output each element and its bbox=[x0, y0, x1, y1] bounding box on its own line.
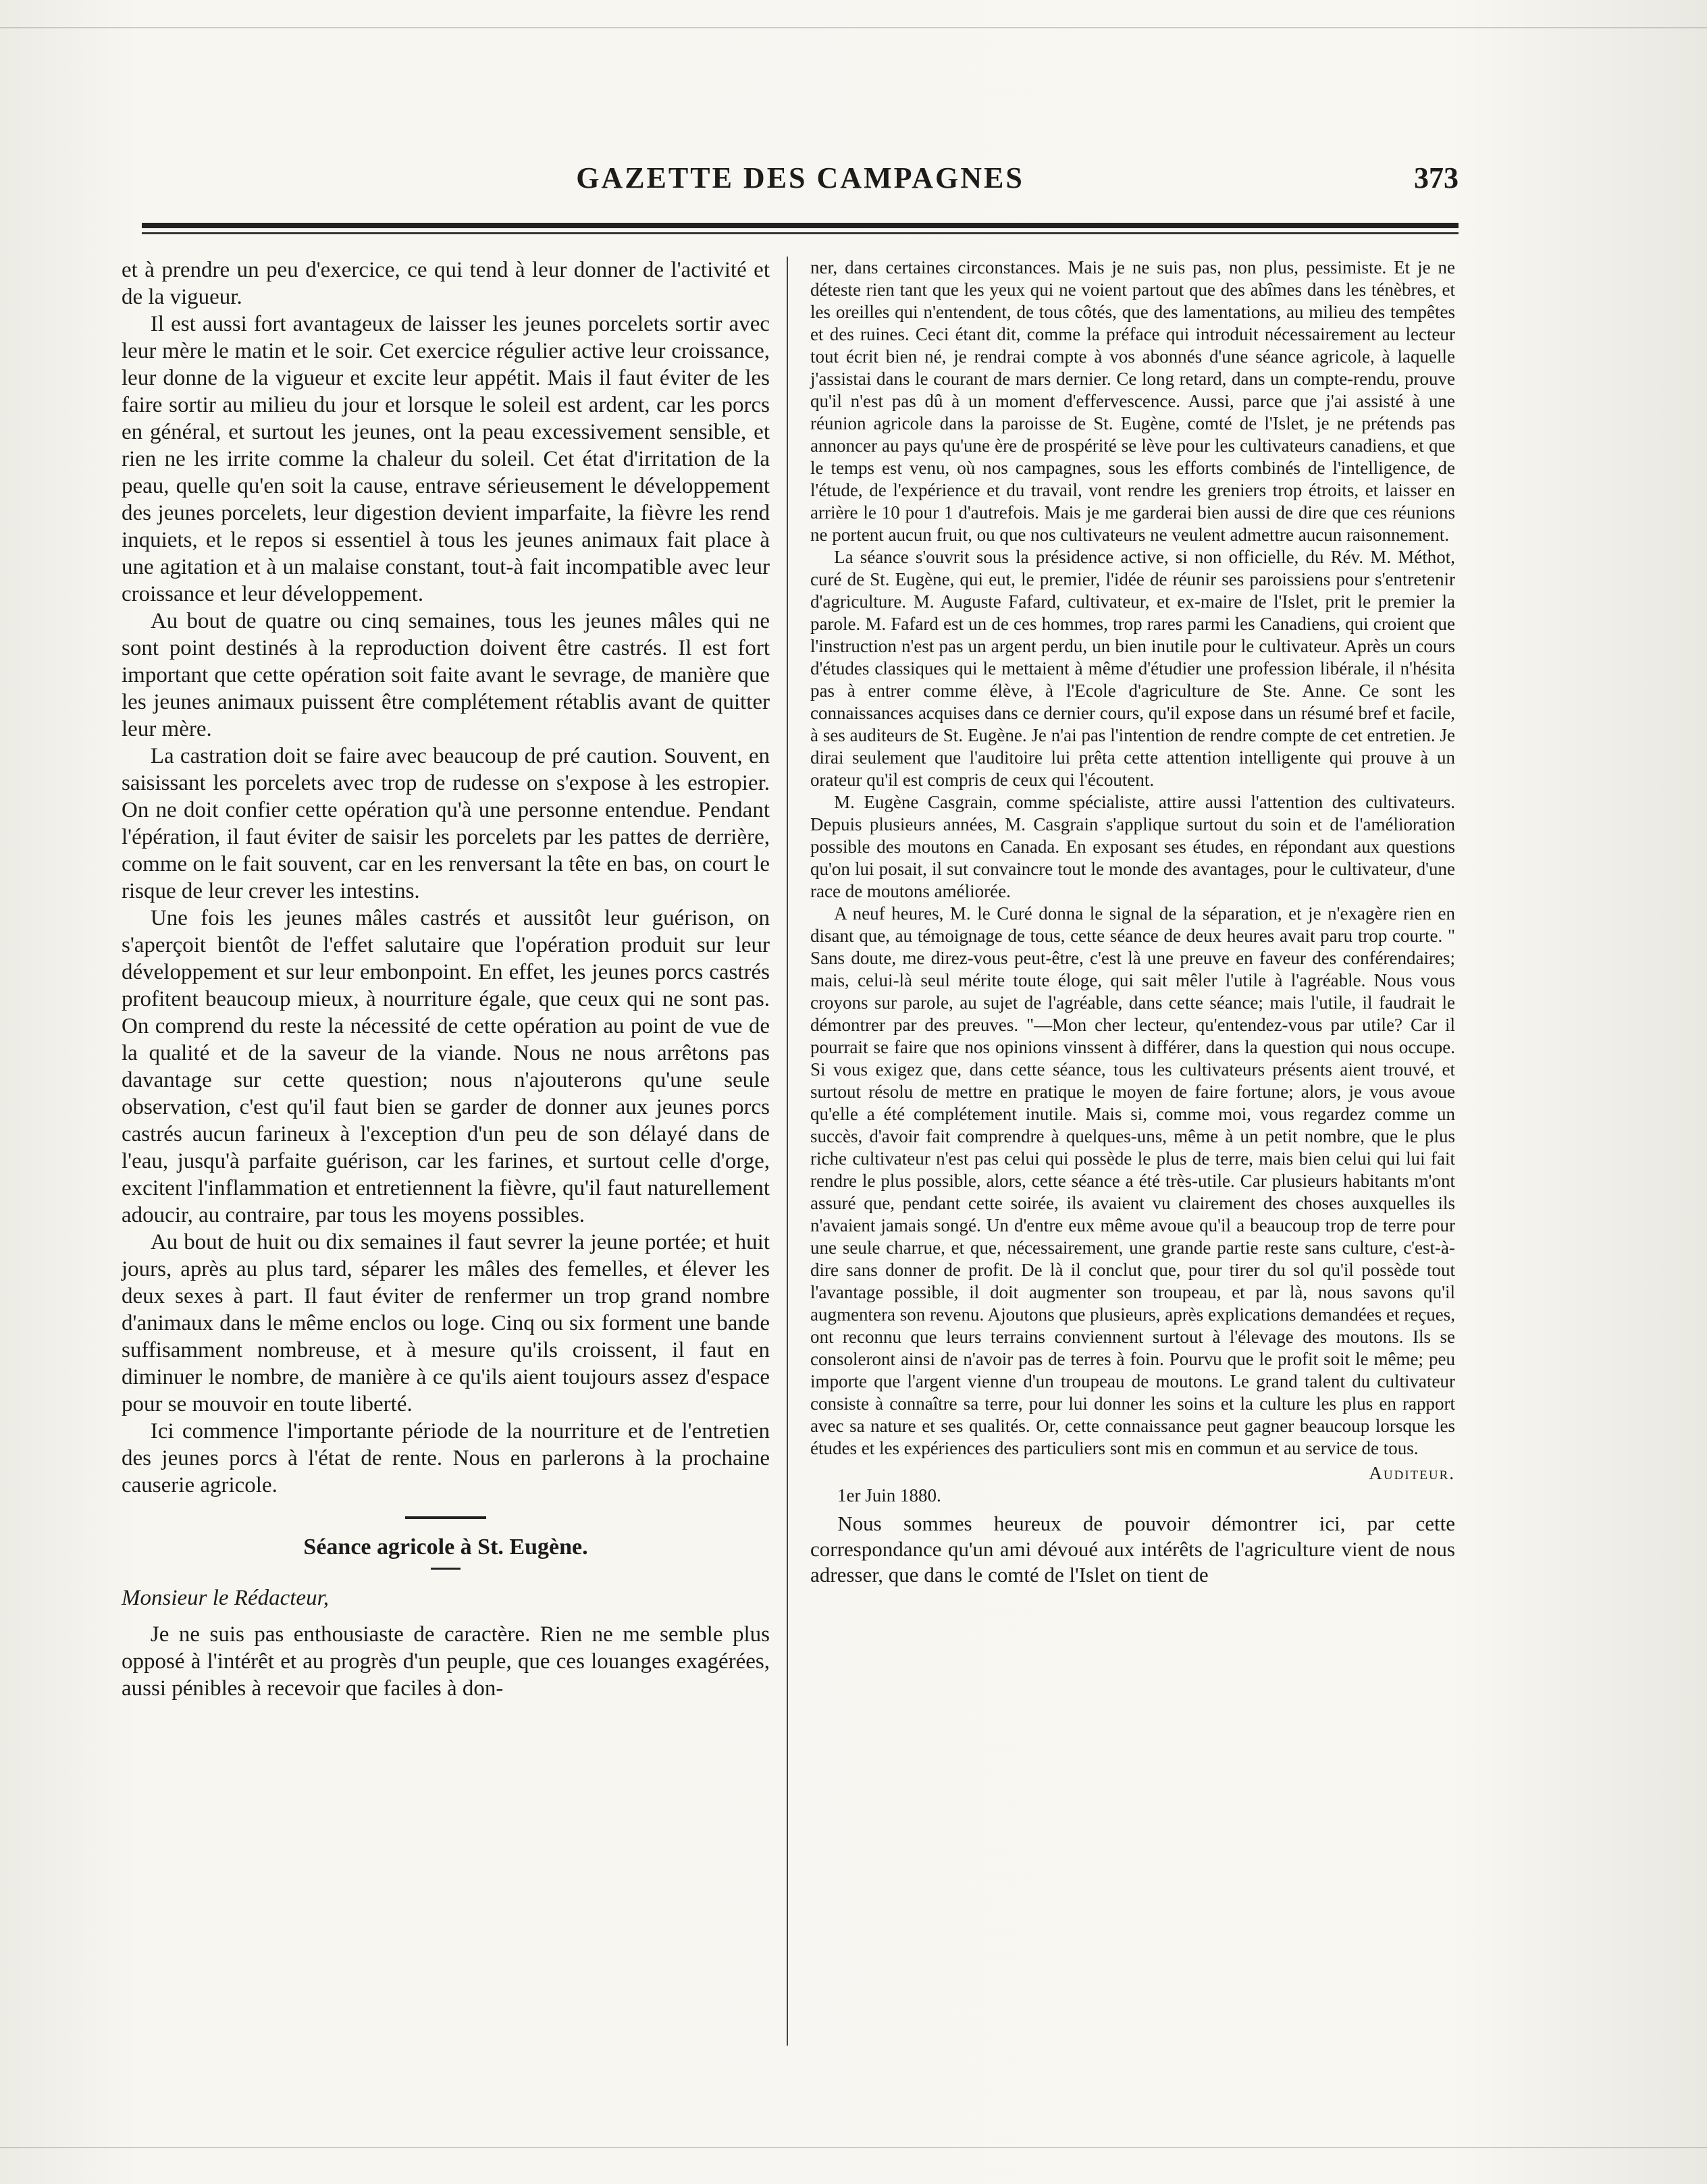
letter-date: 1er Juin 1880. bbox=[837, 1485, 941, 1506]
section-separator bbox=[405, 1516, 486, 1519]
article-paragraph: et à prendre un peu d'exercice, ce qui tend à leur donner de l'activité et de la vigueur. bbox=[122, 258, 770, 309]
article-paragraph: Ici commence l'importante période de la nourriture et de l'entretien des jeunes porcs à l'état de rente. Nous en parlerons à la prochaine causerie agricole. bbox=[122, 1419, 770, 1497]
column-divider bbox=[787, 257, 788, 2046]
letter-opening: Je ne suis pas enthousiaste de caractère. Rien ne me semble plus opposé à l'intérêt et au progrès d'un peuple, que ces louanges exagérées, aussi pénibles à recevoir que faciles à don- bbox=[122, 1622, 770, 1701]
right-column bbox=[810, 257, 1455, 1588]
scan-artifact-line bbox=[0, 27, 1707, 28]
article-paragraph: Au bout de huit ou dix semaines il faut sevrer la jeune portée; et huit jours, après au plus tard, séparer les mâles des femelles, et élever les deux sexes à part. Il faut éviter de renfermer un trop grand nombre d'animaux dans le même enclos ou loge. Cinq ou six forment une bande suffisamment nombreuse, et à mesure qu'ils croissent, il faut en diminuer le nombre, de manière à ce qu'ils aient toujours assez d'espace pour se mouvoir en toute liberté. bbox=[122, 1230, 770, 1416]
article-paragraph: La séance s'ouvrit sous la présidence active, si non officielle, du Rév. M. Méthot, curé de St. Eugène, qui eut, le premier, l'idée de réunir ses paroissiens pour s'entretenir d'agriculture. M. Auguste Fafard, cultivateur, et ex-maire de l'Islet, prit le premier la parole. M. Fafard est un de ces hommes, trop rares parmi les Canadiens, qui croient que l'instruction n'est pas un argent perdu, un bien inutile pour le cultivateur. Après un cours d'études classiques qui le mettaient à même d'étudier une profession libérale, il n'hésita pas à entrer comme élève, à l'Ecole d'agriculture de Ste. Anne. Ce sont les connaissances acquises dans ce dernier cours, qu'il expose dans un résumé bref et facile, à ses auditeurs de St. Eugène. Je n'ai pas l'intention de rendre compte de cet entretien. Je dirai seulement que l'auditoire lui prêta cette attention intelligente qui prouve à un orateur qu'il est compris de ceux qui l'écoutent. bbox=[810, 547, 1455, 790]
page-header bbox=[142, 161, 1459, 201]
header-rule-thin bbox=[142, 232, 1459, 234]
article-paragraph: Au bout de quatre ou cinq semaines, tous les jeunes mâles qui ne sont point destinés à la reproduction doivent être castrés. Il est fort important que cette opération soit faite avant le sevrage, de manière que les jeunes animaux puissent être complétement rétablis avant de quitter leur mère. bbox=[122, 609, 770, 741]
section-title: Séance agricole à St. Eugène. bbox=[303, 1535, 588, 1560]
article-paragraph: Il est aussi fort avantageux de laisser les jeunes porcelets sortir avec leur mère le matin et le soir. Cet exercice régulier active leur croissance, leur donne de la vigueur et excite leur appétit. Mais il faut éviter de les faire sortir au milieu du jour et lorsque le soleil est ardent, car les porcs en général, et surtout les jeunes, ont la peau excessivement sensible, et rien ne les irrite comme la chaleur du soleil. Cet état d'irritation de la peau, quelle qu'en soit la cause, entrave sérieusement le développement des jeunes porcelets, leur digestion devient imparfaite, la fièvre les rend inquiets, et le repos si essentiel à tous les jeunes animaux fait place à une agitation et à un malaise constant, tout-à fait incompatible avec leur croissance et leur développement. bbox=[122, 312, 770, 606]
title-underline bbox=[431, 1568, 461, 1570]
letter-signature: Auditeur. bbox=[1369, 1463, 1455, 1483]
article-paragraph: ner, dans certaines circonstances. Mais je ne suis pas, non plus, pessimiste. Et je ne déteste rien tant que les yeux qui ne voient partout que des abîmes dans les ténèbres, et les oreilles qui n'entendent, de tous côtés, que des lamentations, au milieu des tempêtes et des ruines. Ceci étant dit, comme la préface qui introduit nécessairement au lecteur tout écrit bien né, je rendrai compte à vos abonnés d'une séance agricole, à laquelle j'assistai dans le courant de mars dernier. Ce long retard, dans un compte-rendu, prouve qu'il n'est pas dû à un moment d'effervescence. Aussi, parce que j'ai assisté à une réunion agricole dans la paroisse de St. Eugène, comté de l'Islet, je ne prétends pas annoncer au pays qu'une ère de prospérité se lève pour les cultivateurs canadiens, et que le temps est venu, où nos campagnes, sous les efforts combinés de l'intelligence, de l'étude, de l'expérience et du travail, vont rendre les greniers trop étroits, et laisser en arrière le 10 pour 1 d'autrefois. Mais je me garderai bien aussi de dire que ces réunions ne portent aucun fruit, ou que nos cultivateurs ne veulent admettre aucun raisonnement. bbox=[810, 257, 1455, 545]
running-title: GAZETTE DES CAMPAGNES bbox=[576, 161, 1024, 194]
article-paragraph: Une fois les jeunes mâles castrés et aussitôt leur guérison, on s'aperçoit bientôt de l'effet salutaire que l'opération produit sur leur développement et sur leur embonpoint. En effet, les jeunes porcs castrés profitent beaucoup mieux, à nourriture égale, que ceux qui ne sont pas. On comprend du reste la nécessité de cette opération au point de vue de la qualité et de la saveur de la viande. Nous ne nous arrêtons pas davantage sur cette question; nous n'ajouterons qu'une seule observation, c'est qu'il faut bien se garder de donner aux jeunes porcs castrés aucun farineux à l'exception d'un peu de son délayé dans de l'eau, jusqu'à parfaite guérison, car les farines, et surtout celle d'orge, excitent l'inflammation et entretiennent la fièvre, qu'il faut naturellement adoucir, au contraire, par tous les moyens possibles. bbox=[122, 906, 770, 1227]
article-paragraph: M. Eugène Casgrain, comme spécialiste, attire aussi l'attention des cultivateurs. Depuis plusieurs années, M. Casgrain s'applique surtout du soin et de l'amélioration possible des moutons en Canada. En exposant ses études, en répondant aux questions qu'on lui posait, il sut convaincre tout le monde des avantages, pour le cultivateur, d'une race de moutons améliorée. bbox=[810, 792, 1455, 901]
editorial-paragraph: Nous sommes heureux de pouvoir démontrer ici, par cette correspondance qu'un ami dévoué aux intérêts de l'agriculture vient de nous adresser, que dans le comté de l'Islet on tient de bbox=[810, 1512, 1455, 1587]
scan-artifact-line bbox=[0, 2147, 1707, 2148]
article-paragraph: A neuf heures, M. le Curé donna le signal de la séparation, et je n'exagère rien en disant que, au témoignage de tous, cette séance de deux heures avait paru trop courte. " Sans doute, me direz-vous peut-être, c'est là une preuve en faveur des conférendaires; mais, celui-là seul mérite toute éloge, qui sait mêler l'utile à l'agréable. Nous vous croyons sur parole, au sujet de l'agréable, dans cette séance; mais l'utile, il faudrait le démontrer par des preuves. "—Mon cher lecteur, qu'entendez-vous par utile? Car il pourrait se faire que nos opinions vinssent à différer, dans la question qui nous occupe. Si vous exigez que, dans cette séance, tous les cultivateurs présents aient trouvé, et surtout résolu de mettre en pratique le moyen de faire fortune; alors, je vous avoue qu'elle a été complétement inutile. Mais si, comme moi, vous regardez comme un succès, d'avoir fait comprendre à quelques-uns, même à un petit nombre, que le plus riche cultivateur n'est pas celui qui possède le plus de terre, mais bien celui qui lui fait rendre le plus possible, alors, cette séance a été très-utile. Car plusieurs habitants m'ont assuré que, pendant cette soirée, ils avaient vu clairement des choses auxquelles ils n'avaient jamais songé. Un d'entre eux même avoue qu'il a beaucoup trop de terre pour une seule charrue, et que, nécessairement, une grande partie reste sans culture, c'est-à-dire sans donner de profit. De là il conclut que, pour tirer du sol qu'il possède tout l'avantage possible, il doit augmenter son troupeau, et par là, nous savons qu'il augmentera son revenu. Ajoutons que plusieurs, après explications demandées et reçues, ont reconnu que leurs terrains conviennent surtout à l'élevage des moutons. Ils se consoleront ainsi de n'avoir pas de terres à foin. Pourvu que le profit soit le même; peu importe que l'argent vienne d'un troupeau de moutons. Le grand talent du cultivateur consiste à connaître sa terre, pour lui donner les soins et la culture les plus en rapport avec sa nature et ses qualités. Or, cette connaissance peut gagner beaucoup lorsque les études et les expériences des particuliers sont mis en commun et au service de tous. bbox=[810, 903, 1455, 1458]
article-paragraph: La castration doit se faire avec beaucoup de pré caution. Souvent, en saisissant les porcelets avec trop de rudesse on s'expose à les estropier. On ne doit confier cette opération qu'à une personne entendue. Pendant l'épération, il faut éviter de saisir les porcelets par les pattes de derrière, comme on le fait souvent, car en les renversant la tête en bas, on court le risque de leur crever les intestins. bbox=[122, 744, 770, 903]
left-column bbox=[122, 257, 770, 1702]
page-number: 373 bbox=[1414, 161, 1459, 194]
letter-salutation: Monsieur le Rédacteur, bbox=[122, 1586, 330, 1610]
header-rule bbox=[142, 223, 1459, 228]
